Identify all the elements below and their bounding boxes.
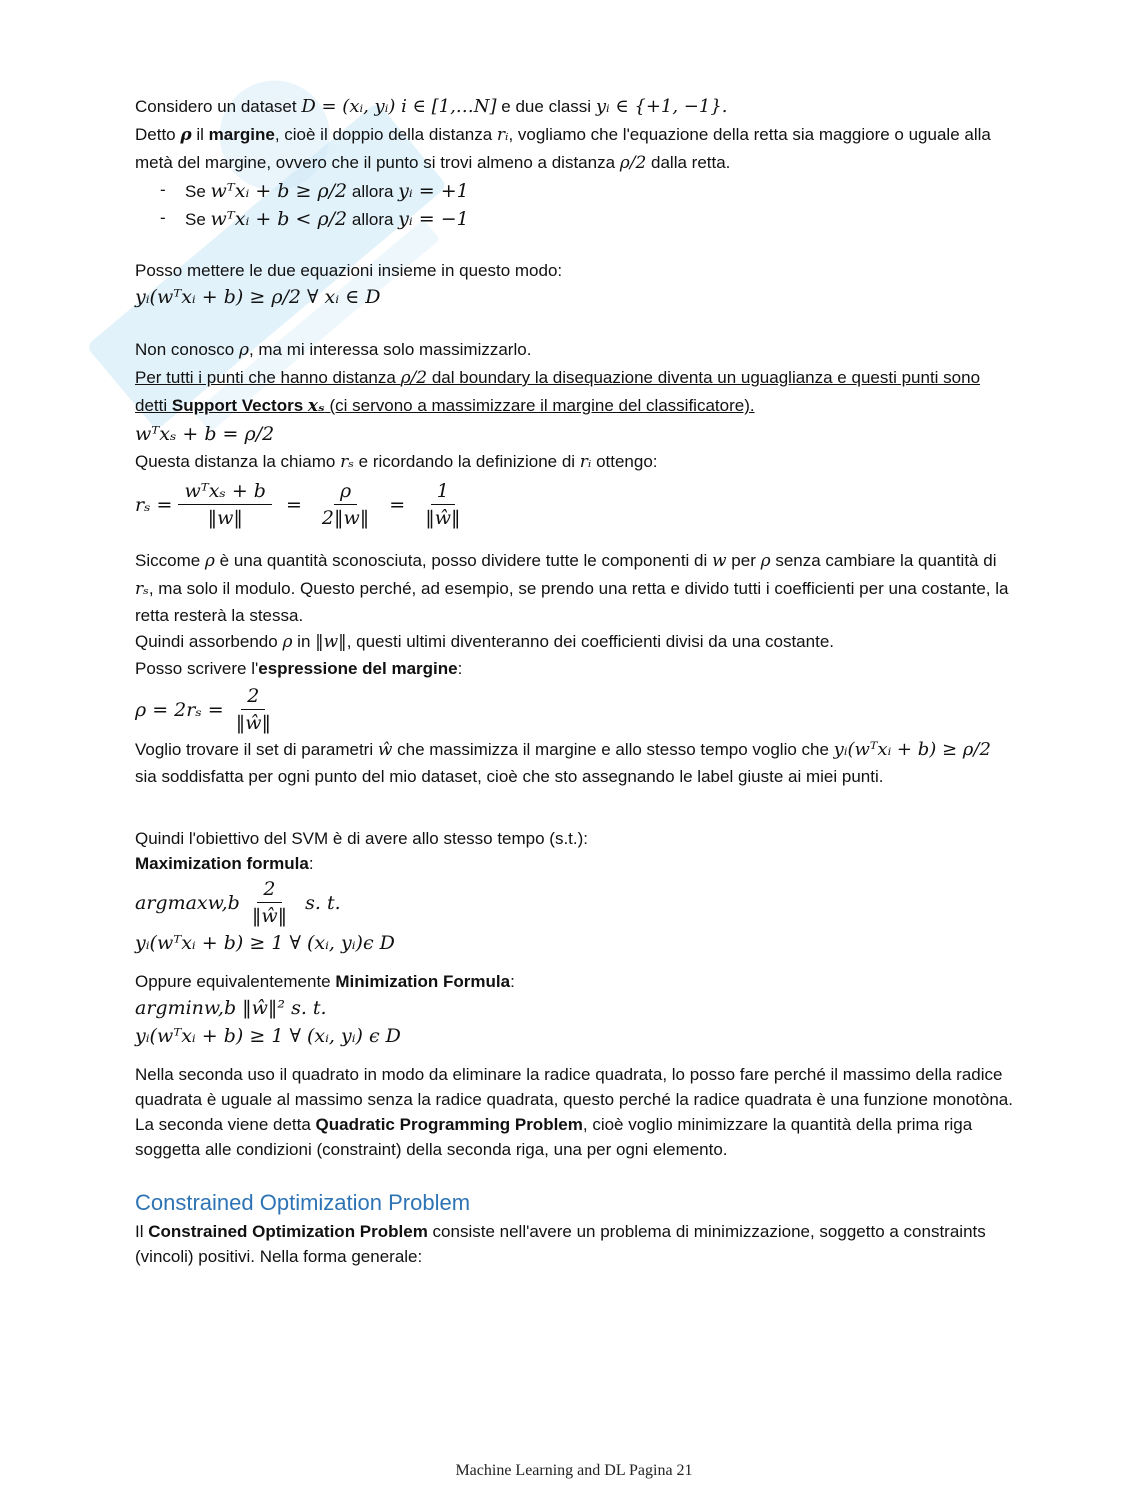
dataset-line: Considero un dataset D = (xᵢ, yᵢ) i ∈ [1,…N] e due classi yᵢ ∈ {+1, −1}.	[135, 96, 728, 117]
quadratic-programming: La seconda viene detta Quadratic Programming Problem, cioè voglio minimizzare la quantità della prima riga soggetta alle condizioni (constraint) della seconda riga, una per ogni elemento.	[135, 1115, 973, 1159]
margin-expression-intro: Posso scrivere l'espressione del margine:	[135, 659, 463, 678]
scaling-paragraph: Siccome ρ è una quantità sconosciuta, posso dividere tutte le componenti di w per ρ senza cambiare la quantità di rₛ, ma solo il modulo. Questo perché, ad esempio, se prendo una retta e divido tutti i coefficienti per una costante, la retta resterà la stessa.	[135, 551, 1009, 625]
max-constraint: yᵢ(wᵀxᵢ + b) ≥ 1 ∀ (xᵢ, yᵢ)ϵ D	[135, 932, 395, 954]
margin-definition: Detto ρ il margine, cioè il doppio della distanza rᵢ, vogliamo che l'equazione della retta sia maggiore o uguale alla metà del margine, ovvero che il punto si trovi almeno a distanza ρ/2 dalla retta.	[135, 125, 991, 173]
bullet-negative: - Se wᵀxᵢ + b < ρ/2 allora yᵢ = −1	[160, 208, 469, 230]
rs-formula: rₛ = $\frac{\text{wᵀxₛ + b}}{‖w‖}$ = $\frac{\rho}{2‖w‖}$ = $\frac{1}{‖ŵ‖}$	[135, 478, 1015, 531]
minimization-intro: Oppure equivalentemente Minimization Formula:	[135, 972, 515, 991]
rs-fraction-1: $\frac{\text{wᵀxₛ + b}}{‖w‖}$	[178, 478, 272, 531]
absorb-paragraph: Quindi assorbendo ρ in ‖w‖, questi ultimi diventeranno dei coefficienti divisi da una costante.	[135, 632, 834, 652]
support-vectors-definition: Per tutti i punti che hanno distanza ρ/2 dal boundary la disequazione diventa un uguaglianza e questi punti sono detti Support Vectors xₛ (ci servono a massimizzare il margine del classificatore).	[135, 368, 981, 416]
rs-fraction-3: $\frac{1}{‖ŵ‖}$	[425, 480, 461, 529]
bullet-positive: - Se wᵀxᵢ + b ≥ ρ/2 allora yᵢ = +1	[160, 180, 469, 202]
argmin-formula: argminw,b ‖ŵ‖² s. t.	[135, 997, 327, 1019]
argmax-fraction: $\frac{2}{‖ŵ‖}$	[251, 878, 288, 927]
parameters-paragraph: Voglio trovare il set di parametri ŵ che massimizza il margine e allo stesso tempo voglio che yᵢ(wᵀxᵢ + b) ≥ ρ/2 sia soddisfatta per ogni punto del mio dataset, cioè che sto assegnando le label giuste ai miei punti.	[135, 739, 991, 786]
combine-text: Posso mettere le due equazioni insieme in questo modo:	[135, 261, 563, 280]
distance-text: Questa distanza la chiamo rₛ e ricordando la definizione di rᵢ ottengo:	[135, 452, 658, 472]
maximization-label: Maximization formula:	[135, 854, 314, 873]
combined-formula: yᵢ(wᵀxᵢ + b) ≥ ρ/2 ∀ xᵢ ∈ D	[135, 286, 381, 308]
support-vector-equation: wᵀxₛ + b = ρ/2	[135, 423, 275, 445]
page-footer: Machine Learning and DL Pagina 21	[455, 1462, 693, 1479]
square-explanation: Nella seconda uso il quadrato in modo da eliminare la radice quadrata, lo posso fare perché il massimo della radice quadrata è uguale al massimo senza la radice quadrata, questo perché la radice quadrata è una funzione monotòna.	[135, 1065, 1013, 1109]
rho-unknown: Non conosco ρ, ma mi interessa solo massimizzarlo.	[135, 340, 532, 360]
min-constraint: yᵢ(wᵀxᵢ + b) ≥ 1 ∀ (xᵢ, yᵢ) ϵ D	[135, 1025, 401, 1047]
objective-text: Quindi l'obiettivo del SVM è di avere allo stesso tempo (s.t.):	[135, 829, 589, 848]
section-heading: Constrained Optimization Problem	[135, 1190, 471, 1215]
margin-formula: ρ = 2rₛ = $\frac{2}{‖ŵ‖}$	[135, 683, 1015, 736]
rs-fraction-2: $\frac{\rho}{2‖w‖}$	[321, 480, 370, 529]
argmax-formula: argmaxw,b $\frac{2}{‖ŵ‖}$ s. t.	[135, 878, 341, 927]
margin-fraction: $\frac{2}{‖ŵ‖}$	[235, 685, 271, 734]
document-body	[135, 93, 1015, 1269]
section-paragraph: Il Constrained Optimization Problem consiste nell'avere un problema di minimizzazione, soggetto a constraints (vincoli) positivi. Nella forma generale:	[135, 1222, 986, 1266]
